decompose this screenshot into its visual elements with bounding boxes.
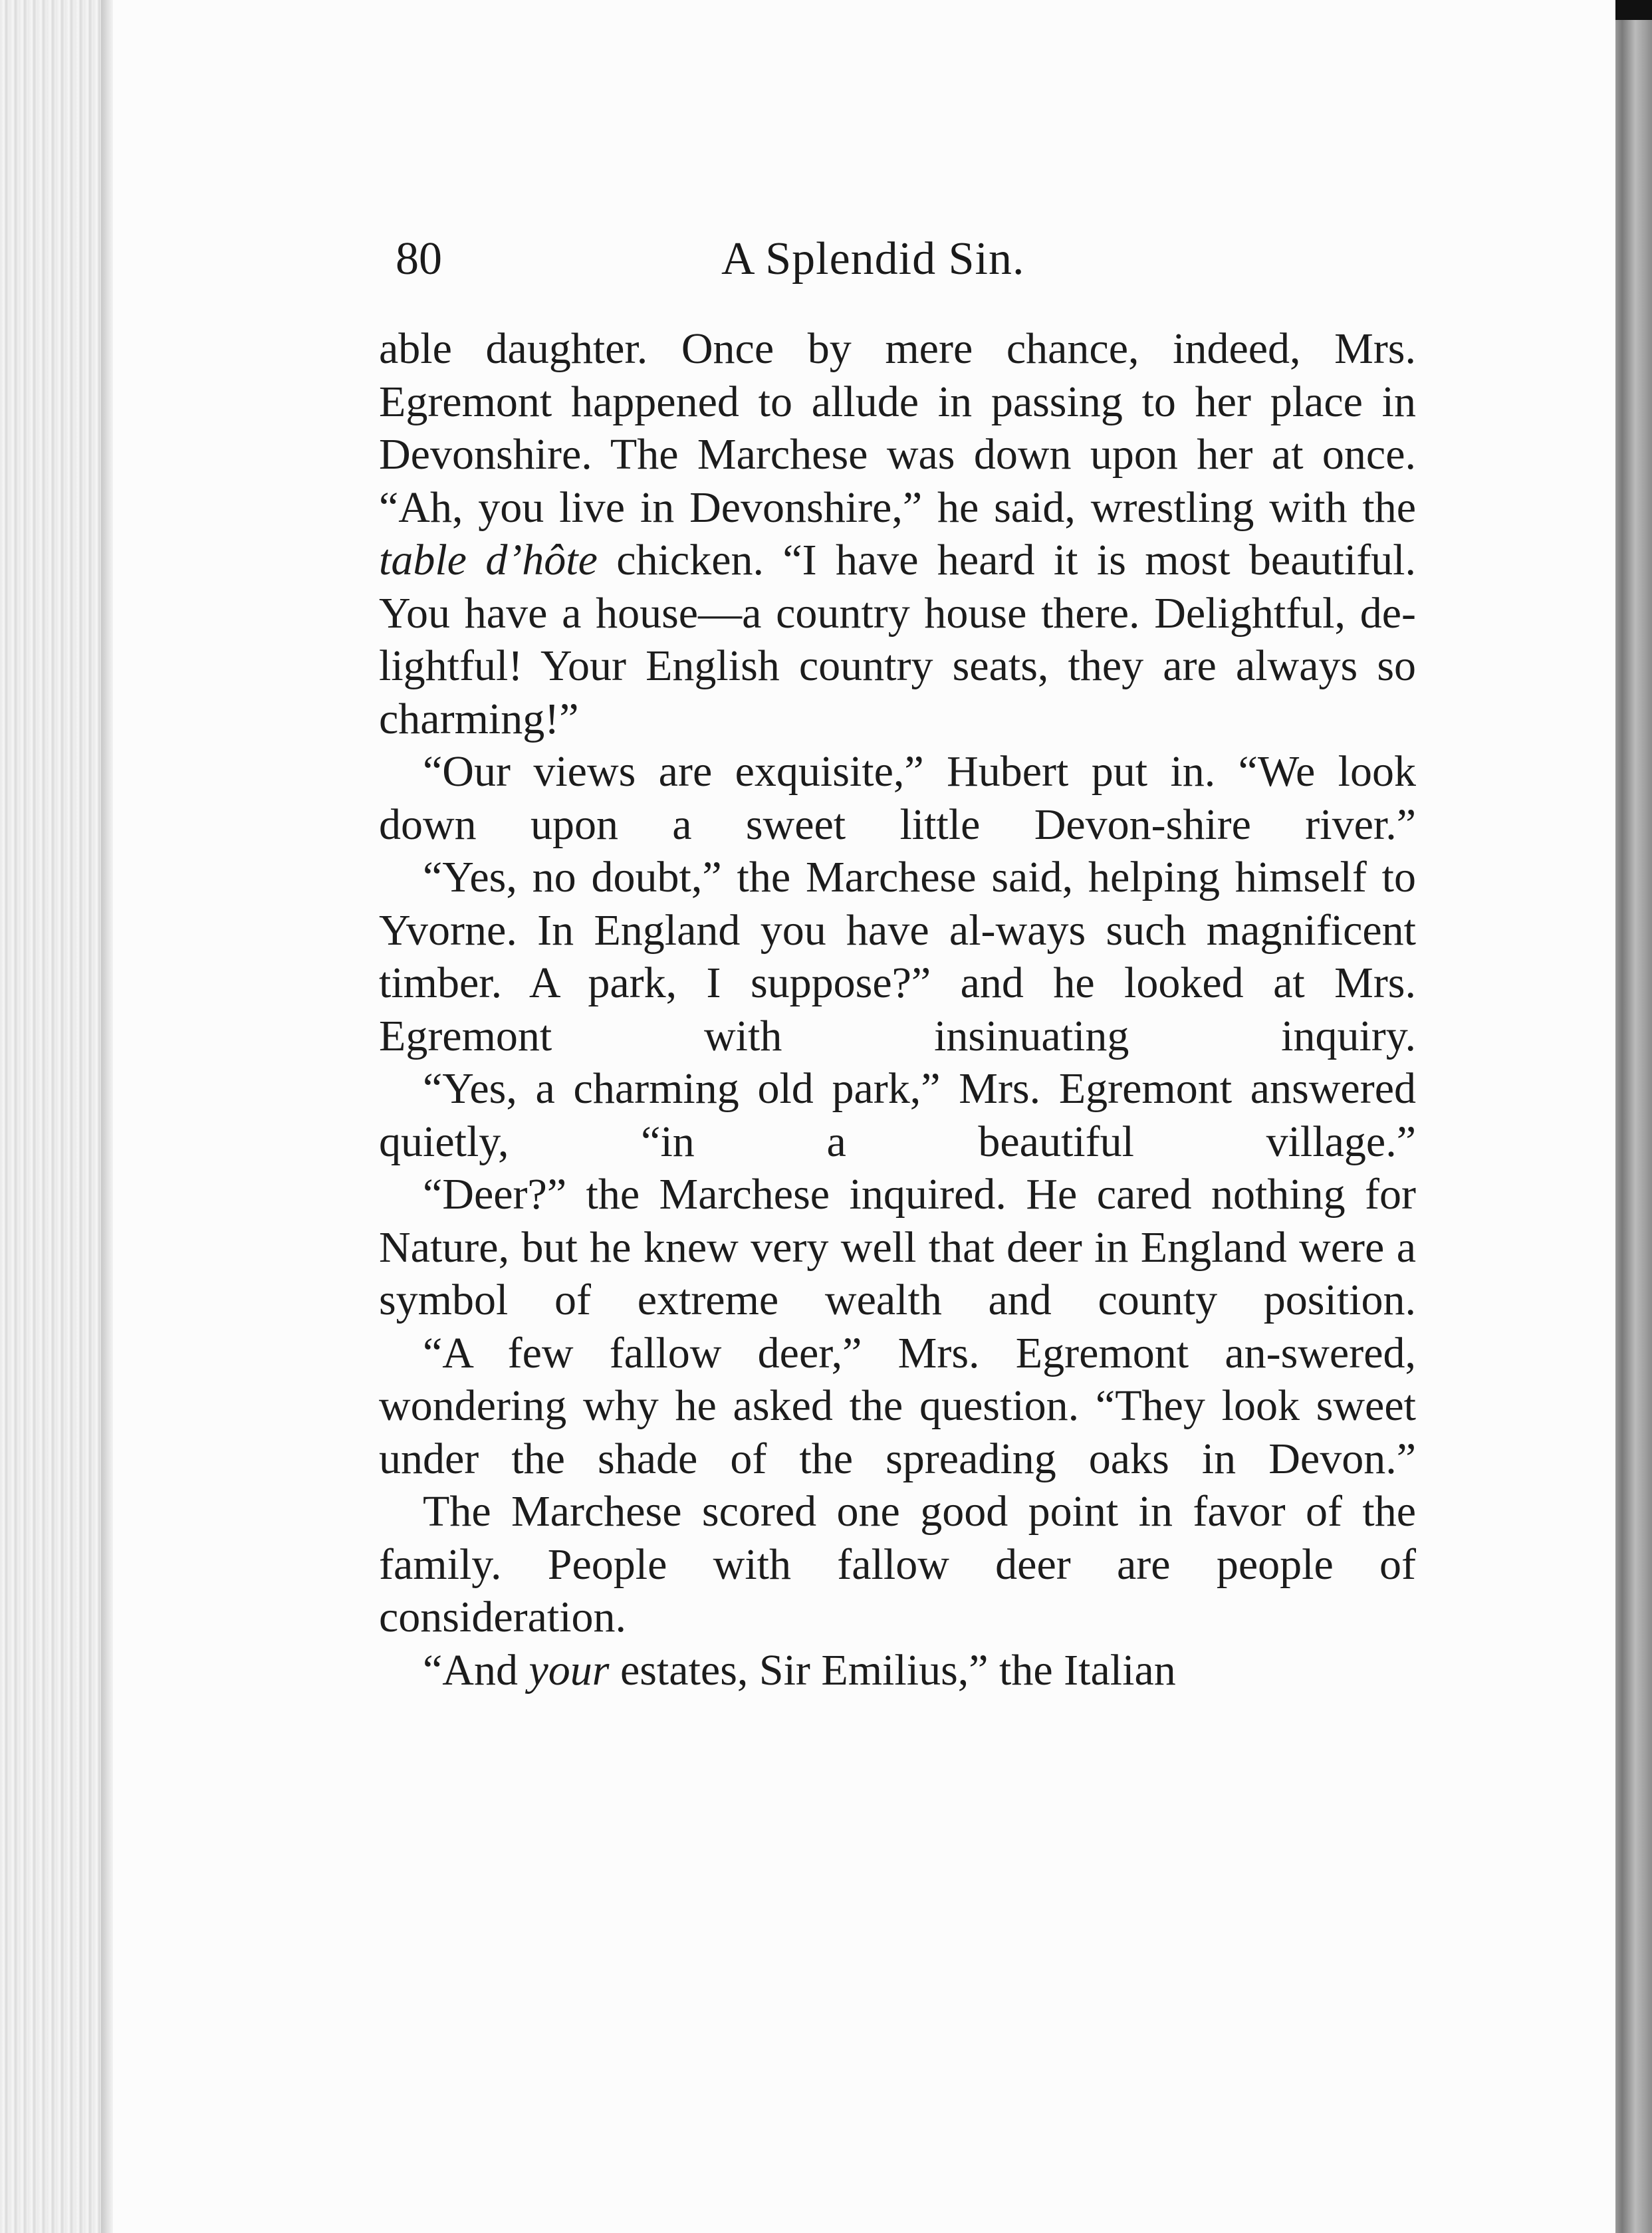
text-segment: The Marchese scored one good point in favor of the family. People with fallow deer are people of consideration. (379, 1487, 1416, 1641)
paragraph (379, 745, 1416, 851)
paragraph (379, 1644, 1416, 1697)
paragraph (379, 1485, 1416, 1644)
italic-text: your (529, 1645, 610, 1695)
paragraph (379, 1168, 1416, 1327)
text-segment: “Yes, a charming old park,” Mrs. Egremont answered quietly, “in a beautiful village.” (379, 1064, 1416, 1166)
body-text (379, 322, 1416, 1697)
text-segment: “Deer?” the Marchese inquired. He cared nothing for Nature, but he knew very well that deer in England were a symbol of extreme wealth and county position. (379, 1170, 1416, 1324)
page-header (396, 233, 1486, 306)
text-segment: chicken. “I have heard it is most beautiful. You have a house—a country house there. Delightful, de-lightful! Your English country seats, they are always so charming!” (379, 536, 1417, 743)
page-number: 80 (396, 233, 442, 285)
book-page-edges (0, 0, 113, 2233)
paragraph (379, 1062, 1416, 1168)
text-segment: “A few fallow deer,” Mrs. Egremont an-swered, wondering why he asked the question. “They look sweet under the shade of the spreading oaks in Devon.” (379, 1328, 1416, 1483)
book-gutter-edge (1615, 0, 1652, 2233)
paragraph (379, 1327, 1416, 1486)
text-segment: able daughter. Once by mere chance, indeed, Mrs. Egremont happened to allude in passing to her place in Devonshire. The Marchese was down upon her at once. “Ah, you live in Devonshire,” he said, wrestling with the (379, 324, 1416, 532)
italic-text: table d’hôte (379, 536, 598, 584)
text-segment: “Our views are exquisite,” Hubert put in. “We look down upon a sweet little Devon-shire river.” (379, 747, 1416, 849)
text-segment: “Yes, no doubt,” the Marchese said, helping himself to Yvorne. In England you have al-ways such magnificent timber. A park, I suppose?” and he looked at Mrs. Egremont with insinuating inquiry. (379, 853, 1416, 1060)
paragraph (379, 851, 1416, 1062)
text-segment: “And (423, 1645, 529, 1695)
paragraph (379, 322, 1416, 745)
text-segment: estates, Sir Emilius,” the Italian (609, 1645, 1176, 1695)
running-title: A Splendid Sin. (721, 233, 1025, 285)
